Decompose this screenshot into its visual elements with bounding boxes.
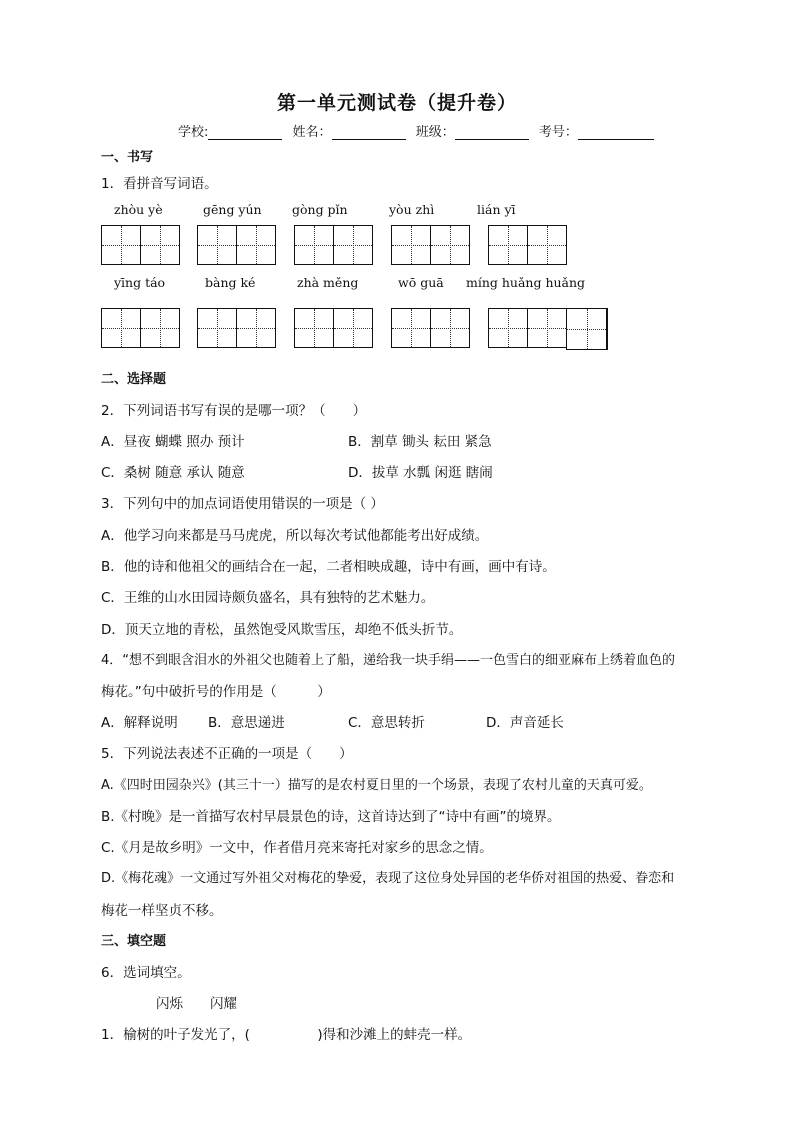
- question-5: 5．下列说法表述不正确的一项是（ ）: [101, 746, 353, 762]
- q3-option-d: D．顶天立地的青松，虽然饱受风欺雪压，却绝不低头折节。: [101, 622, 463, 638]
- pinyin-1: zhòu yè: [114, 202, 163, 217]
- pinyin-4: yòu zhì: [389, 202, 435, 217]
- page-title: 第一单元测试卷（提升卷）: [276, 92, 517, 114]
- q5-option-d-line-2: 梅花一样坚贞不移。: [101, 903, 223, 919]
- q3-option-a: A．他学习向来都是马马虎虎，所以每次考试他都能考出好成绩。: [101, 528, 489, 544]
- q4-option-d: D．声音延长: [486, 715, 564, 731]
- school-label: 学校:: [178, 125, 209, 140]
- question-6: 6．选词填空。: [101, 965, 191, 981]
- writing-grid-9[interactable]: [391, 308, 469, 348]
- word-choices: 闪烁 闪耀: [156, 996, 237, 1012]
- q5-option-d-line-1: D.《梅花魂》一文通过写外祖父对梅花的挚爱，表现了这位身处异国的老华侨对祖国的热爱、眷恋和: [101, 871, 675, 886]
- pinyin-8: zhà měng: [297, 275, 359, 290]
- q2-option-a: A．昼夜 蝴蝶 照办 预计: [101, 434, 245, 450]
- class-blank[interactable]: [455, 125, 529, 140]
- question-4-line-2: 梅花。”句中破折号的作用是（ ）: [101, 684, 331, 700]
- writing-grid-6[interactable]: [101, 308, 179, 348]
- writing-grid-1[interactable]: [101, 225, 179, 265]
- exam-no-label: 考号：: [538, 125, 578, 140]
- pinyin-2: gēng yún: [203, 202, 262, 217]
- writing-grid-7[interactable]: [197, 308, 275, 348]
- q2-option-d: D．拔草 水瓢 闲逛 瞎闹: [348, 465, 493, 481]
- pinyin-5: lián yī: [477, 202, 516, 217]
- question-3: 3．下列句中的加点词语使用错误的一项是（ ）: [101, 496, 384, 512]
- pinyin-6: yīng táo: [114, 275, 166, 290]
- exam-no-blank[interactable]: [578, 125, 654, 140]
- question-2: 2．下列词语书写有误的是哪一项？（ ）: [101, 403, 367, 419]
- pinyin-10: míng huǎng huǎng: [466, 275, 586, 290]
- q2-option-b: B．割草 锄头 耘田 紧急: [348, 434, 492, 450]
- name-label: 姓名：: [292, 125, 332, 140]
- student-info-line: [178, 121, 660, 140]
- section-2-heading: 二、选择题: [101, 372, 167, 387]
- writing-grid-4[interactable]: [391, 225, 469, 265]
- question-6-item-1: 1．榆树的叶子发光了，( )得和沙滩上的蚌壳一样。: [101, 1027, 472, 1043]
- question-1: 1．看拼音写词语。: [101, 176, 218, 192]
- q5-option-a: A.《四时田园杂兴》(其三十一）描写的是农村夏日里的一个场景，表现了农村儿童的天真可爱。: [101, 778, 652, 793]
- writing-grid-2[interactable]: [197, 225, 275, 265]
- class-label: 班级：: [415, 125, 455, 140]
- pinyin-9: wō guā: [398, 275, 444, 290]
- q5-option-b: B.《村晚》是一首描写农村早晨景色的诗，这首诗达到了“诗中有画”的境界。: [101, 809, 561, 825]
- pinyin-3: gòng pǐn: [292, 202, 348, 217]
- q2-option-c: C．桑树 随意 承认 随意: [101, 465, 245, 481]
- q3-option-c: C．王维的山水田园诗颇负盛名，具有独特的艺术魅力。: [101, 590, 435, 606]
- school-blank[interactable]: [208, 125, 282, 140]
- writing-grid-10[interactable]: [488, 308, 607, 350]
- writing-grid-8[interactable]: [294, 308, 372, 348]
- section-1-heading: 一、书写: [101, 150, 154, 165]
- pinyin-7: bàng ké: [205, 275, 256, 290]
- q4-option-c: C．意思转折: [348, 715, 425, 731]
- q4-option-b: B．意思递进: [208, 715, 285, 731]
- q3-option-b: B．他的诗和他祖父的画结合在一起，二者相映成趣，诗中有画，画中有诗。: [101, 559, 556, 575]
- writing-grid-3[interactable]: [294, 225, 372, 265]
- writing-grid-5[interactable]: [488, 225, 566, 265]
- section-3-heading: 三、填空题: [101, 934, 167, 949]
- question-4-line-1: 4．“想不到眼含泪水的外祖父也随着上了船，递给我一块手绢——一色雪白的细亚麻布上绣着血色的: [101, 653, 676, 668]
- q5-option-c: C.《月是故乡明》一文中，作者借月亮来寄托对家乡的思念之情。: [101, 840, 493, 856]
- q4-option-a: A．解释说明: [101, 715, 178, 731]
- name-blank[interactable]: [332, 125, 406, 140]
